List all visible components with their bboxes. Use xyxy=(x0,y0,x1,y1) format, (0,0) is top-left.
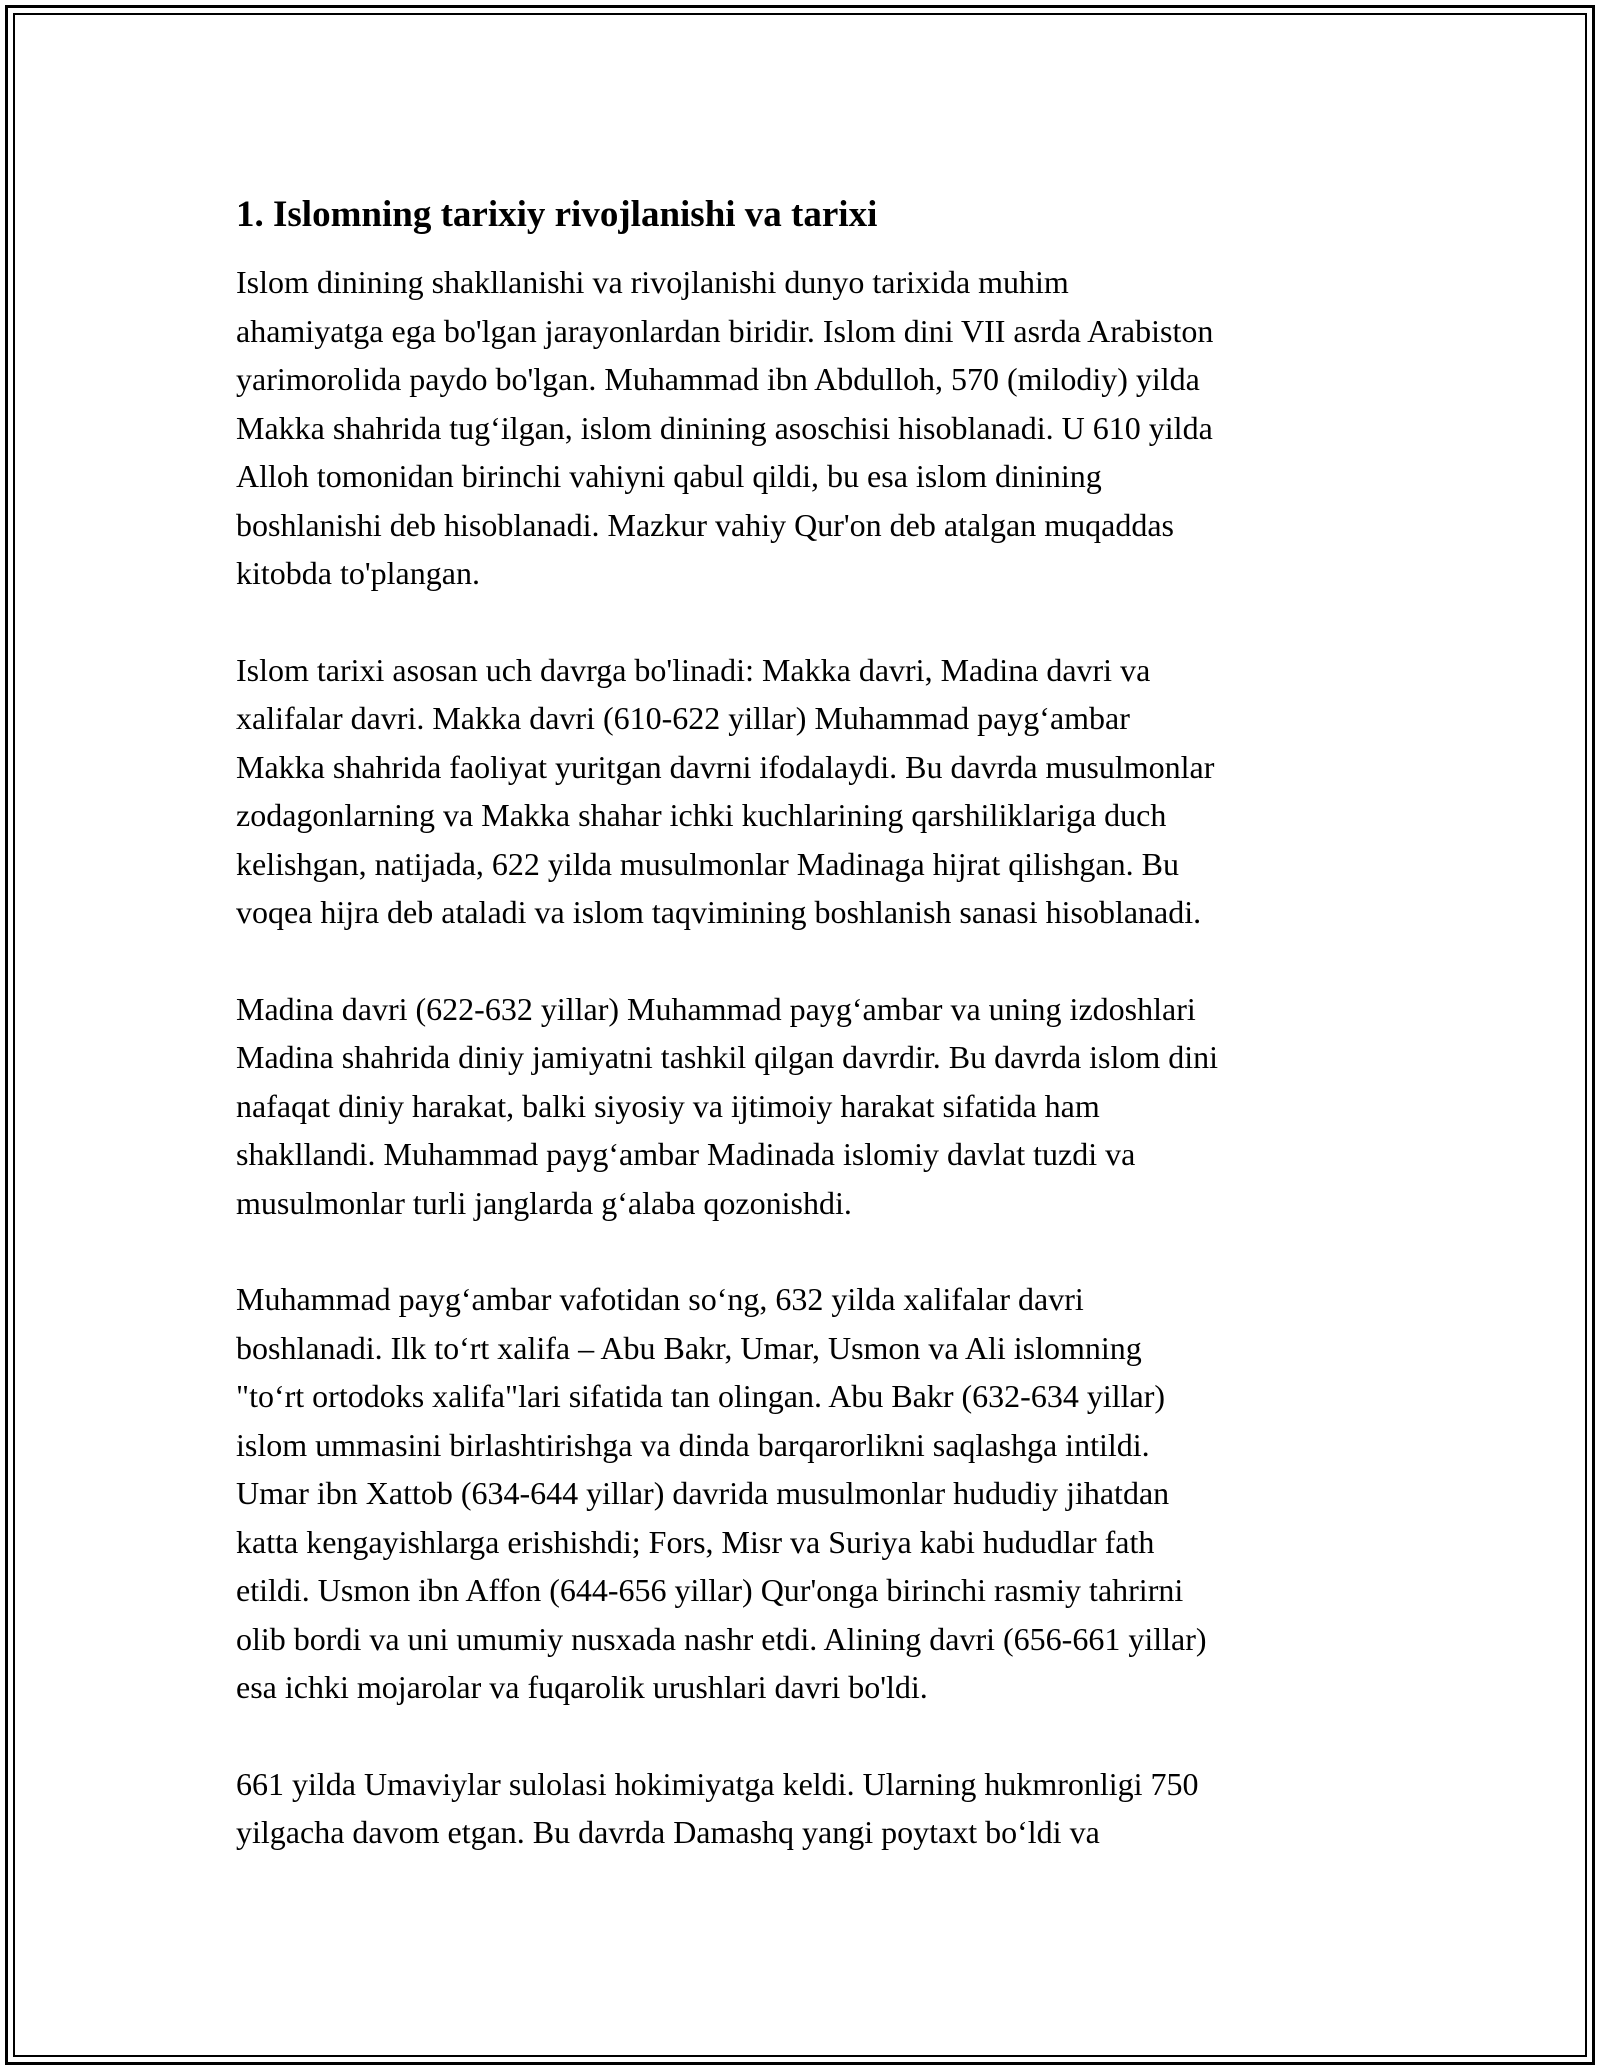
text-line: Madina davri (622-632 yillar) Muhammad payg‘ambar va uning izdoshlari xyxy=(236,990,1196,1027)
text-line: kelishgan, natijada, 622 yilda musulmonlar Madinaga hijrat qilishgan. Bu xyxy=(236,845,1179,882)
text-line: Madina shahrida diniy jamiyatni tashkil qilgan davrdir. Bu davrda islom dini xyxy=(236,1039,1219,1075)
text-line: xalifalar davri. Makka davri (610-622 yillar) Muhammad payg‘ambar xyxy=(236,700,1130,736)
text-line: Islom dinining shakllanishi va rivojlanishi dunyo tarixida muhim xyxy=(236,264,1069,300)
text-line: voqea hijra deb ataladi va islom taqvimining boshlanish sanasi hisoblanadi. xyxy=(236,894,1202,930)
paragraph xyxy=(236,258,1366,598)
text-line: boshlanishi deb hisoblanadi. Mazkur vahiy Qur'on deb atalgan muqaddas xyxy=(236,506,1174,543)
text-line: yilgacha davom etgan. Bu davrda Damashq yangi poytaxt bo‘ldi va xyxy=(236,1814,1100,1850)
paragraph xyxy=(236,1760,1366,1857)
text-line: Makka shahrida faoliyat yuritgan davrni ifodalaydi. Bu davrda musulmonlar xyxy=(236,748,1215,785)
paragraph xyxy=(236,1275,1366,1712)
text-line: zodagonlarning va Makka shahar ichki kuchlarining qarshiliklariga duch xyxy=(236,797,1167,833)
text-line: musulmonlar turli janglarda g‘alaba qozonishdi. xyxy=(236,1184,852,1221)
text-line: katta kengayishlarga erishishdi; Fors, Misr va Suriya kabi hududlar fath xyxy=(236,1523,1155,1560)
text-line: yarimorolida paydo bo'lgan. Muhammad ibn Abdulloh, 570 (milodiy) yilda xyxy=(236,361,1200,397)
text-line: islom ummasini birlashtirishga va dinda barqarorlikni saqlashga intildi. xyxy=(236,1426,1150,1463)
text-line: nafaqat diniy harakat, balki siyosiy va ijtimoiy harakat sifatida ham xyxy=(236,1087,1100,1124)
text-line: "to‘rt ortodoks xalifa"lari sifatida tan olingan. Abu Bakr (632-634 yillar) xyxy=(236,1378,1166,1414)
text-line: shakllandi. Muhammad payg‘ambar Madinada islomiy davlat tuzdi va xyxy=(236,1136,1136,1172)
text-line: 661 yilda Umaviylar sulolasi hokimiyatga keldi. Ularning hukmronligi 750 xyxy=(236,1765,1199,1802)
text-line: boshlanadi. Ilk to‘rt xalifa – Abu Bakr, Umar, Usmon va Ali islomning xyxy=(236,1329,1142,1366)
text-line: ahamiyatga ega bo'lgan jarayonlardan biridir. Islom dini VII asrda Arabiston xyxy=(236,312,1214,349)
text-line: olib bordi va uni umumiy nusxada nashr etdi. Alining davri (656-661 yillar) xyxy=(236,1620,1207,1657)
document-body xyxy=(236,186,1366,1857)
paragraph xyxy=(236,985,1366,1228)
text-line: Muhammad payg‘ambar vafotidan so‘ng, 632 yilda xalifalar davri xyxy=(236,1281,1084,1317)
text-line: Islom tarixi asosan uch davrga bo'linadi: Makka davri, Madina davri va xyxy=(236,651,1151,688)
section-heading: 1. Islomning tarixiy rivojlanishi va tarixi xyxy=(236,194,878,235)
text-line: Makka shahrida tug‘ilgan, islom dinining asoschisi hisoblanadi. U 610 yilda xyxy=(236,409,1213,446)
text-line: Alloh tomonidan birinchi vahiyni qabul qildi, bu esa islom dinining xyxy=(236,458,1102,494)
paragraph-container xyxy=(236,258,1366,1857)
text-line: kitobda to'plangan. xyxy=(236,555,480,591)
text-line: Umar ibn Xattob (634-644 yillar) davrida musulmonlar hududiy jihatdan xyxy=(236,1475,1170,1511)
text-line: esa ichki mojarolar va fuqarolik urushlari davri bo'ldi. xyxy=(236,1669,928,1705)
text-line: etildi. Usmon ibn Affon (644-656 yillar) Qur'onga birinchi rasmiy tahrirni xyxy=(236,1572,1184,1608)
paragraph xyxy=(236,646,1366,937)
